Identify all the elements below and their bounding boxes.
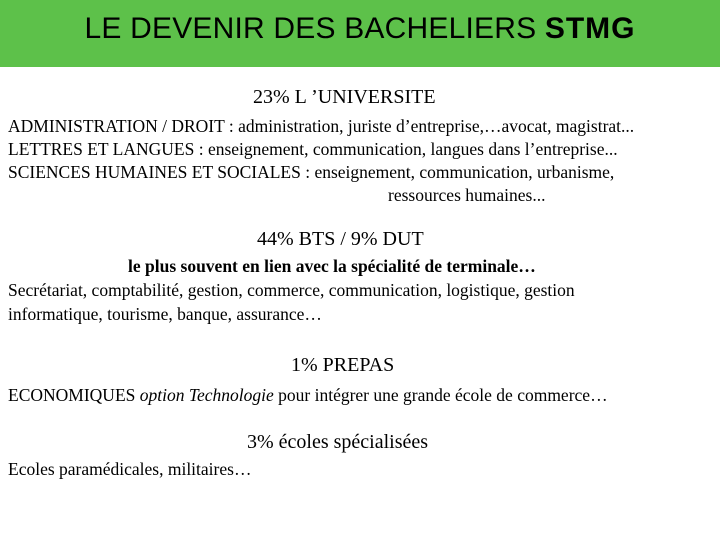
section-heading-bts-dut: 44% BTS / 9% DUT xyxy=(257,228,424,250)
section-heading-ecoles: 3% écoles spécialisées xyxy=(247,431,429,453)
section-line: SCIENCES HUMAINES ET SOCIALES : enseignement, communication, urbanisme, xyxy=(8,162,615,182)
section-line: informatique, tourisme, banque, assurance… xyxy=(8,304,322,324)
section-heading-prepas: 1% PREPAS xyxy=(291,354,395,376)
section-heading-universite: 23% L ’UNIVERSITE xyxy=(253,86,436,108)
page-title-text: LE DEVENIR DES BACHELIERS xyxy=(84,12,537,45)
section-line-part: ECONOMIQUES xyxy=(8,385,140,405)
section-line-italic-part: option Technologie xyxy=(139,385,274,405)
section-line: ressources humaines... xyxy=(388,185,546,205)
page-title-emphasis: STMG xyxy=(544,12,636,45)
section-line: LETTRES ET LANGUES : enseignement, communication, langues dans l’entreprise... xyxy=(8,139,618,159)
section-line xyxy=(8,385,608,406)
page-title xyxy=(0,12,720,46)
section-line: Ecoles paramédicales, militaires… xyxy=(8,459,252,479)
section-line-part: pour intégrer une grande école de commerce… xyxy=(273,385,608,405)
section-subheading: le plus souvent en lien avec la spécialité de terminale… xyxy=(128,256,536,276)
section-line: ADMINISTRATION / DROIT : administration, juriste d’entreprise,…avocat, magistrat... xyxy=(8,116,635,136)
section-line: Secrétariat, comptabilité, gestion, commerce, communication, logistique, gestion xyxy=(8,280,575,300)
